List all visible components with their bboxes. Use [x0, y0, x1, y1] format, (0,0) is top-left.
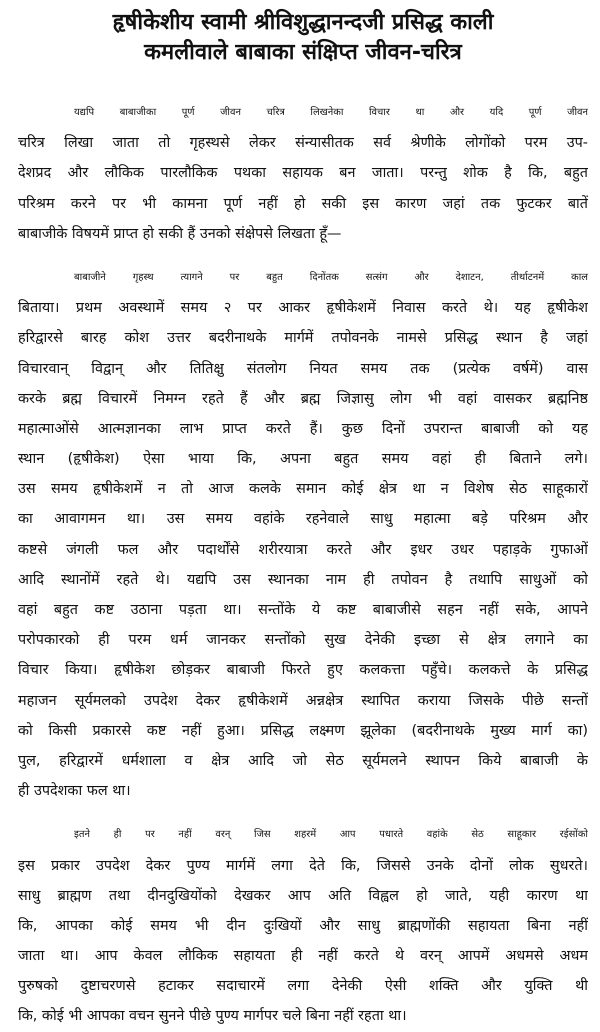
paragraph [18, 98, 588, 249]
text-line: कि, आपका कोई समय भी दीन दुःखियों और साधु ब्राह्मणोंकी सहायता बिना नहीं [18, 917, 588, 934]
text-line: परिश्रम करने पर भी कामना पूर्ण नहीं हो सकी इस कारण जहां तक फुटकर बातें [18, 195, 588, 212]
title-line-2: कमलीवाले बाबाका संक्षिप्त जीवन-चरित्र [144, 40, 462, 65]
text-line: बिताया। प्रथम अवस्थामें समय २ पर आकर हृषीकेशमें निवास करते थे। यह हृषीकेश [18, 300, 588, 317]
text-line: को किसी प्रकारसे कष्ट नहीं हुआ। प्रसिद्ध लक्ष्मण झूलेका (बदरीनाथके मुख्य मार्ग का) [18, 722, 588, 739]
text-line: ही उपदेशका फल था। [18, 783, 131, 800]
text-line: पुरुषको दुष्टाचरणसे हटाकर सदाचारमें लगा देनेकी ऐसी शक्ति और युक्ति थी [18, 978, 588, 995]
text-line: परोपकारको ही परम धर्म जानकर सन्तोंको सुख देनेकी इच्छा से क्षेत्र लगाने का [18, 632, 588, 649]
text-line: स्थान (हृषीकेश) ऐसा भाया कि, अपना बहुत समय वहां ही बिताने लगे। [18, 451, 588, 468]
text-line: महाजन सूर्यमलको उपदेश देकर हृषीकेशमें अन्नक्षेत्र स्थापित कराया जिसके पीछे सन्तों [18, 692, 588, 709]
text-line: यद्यपि बाबाजीका पूर्ण जीवन चरित्र लिखनेका विचार था और यदि पूर्ण जीवन [74, 107, 588, 118]
text-line: विचारवान् विद्वान् और तितिक्षु संतलोग नियत समय तक (प्रत्येक वर्षमें) वास [18, 360, 588, 377]
text-line: विचार किया। हृषीकेश छोड़कर बाबाजी फिरते हुए कलकत्ता पहुँचे। कलकत्ते के प्रसिद्ध [18, 662, 588, 679]
text-line: पुल, हरिद्वारमें धर्मशाला व क्षेत्र आदि जो सेठ सूर्यमलने स्थापन किये बाबाजी के [18, 752, 588, 769]
text-line: कष्टसे जंगली फल और पदार्थोंसे शरीरयात्रा करते और इधर उधर पहाड़के गुफाओं [18, 541, 588, 558]
text-line: साधु ब्राह्मण तथा दीनदुखियोंको देखकर आप अति विह्वल हो जाते, यही कारण था [18, 887, 588, 904]
document-body [18, 98, 588, 1032]
text-line: बाबाजीके विषयमें प्राप्त हो सकी हैं उनको संक्षेपसे लिखता हूँ— [18, 225, 342, 242]
title-line-1: हृषीकेशीय स्वामी श्रीविशुद्धानन्दजी प्रसिद्ध काली [112, 10, 494, 35]
text-line: आदि स्थानोंमें रहते थे। यद्यपि उस स्थानका नाम ही तपोवन है तथापि साधुओं को [18, 571, 588, 588]
text-line: वहां बहुत कष्ट उठाना पड़ता था। सन्तोंके ये कष्ट बाबाजीसे सहन नहीं सके, आपने [18, 602, 588, 618]
paragraph [18, 263, 588, 806]
text-line: बाबाजीने गृहस्थ त्यागने पर बहुत दिनोंतक सत्संग और देशाटन, तीर्थाटनमें काल [74, 271, 588, 283]
text-line: कि, कोई भी आपका वचन सुनने पीछे पुण्य मार्गपर चले बिना नहीं रहता था। [18, 1008, 407, 1025]
text-line: हरिद्वारसे बारह कोश उत्तर बदरीनाथके मार्गमें तपोवनके नामसे प्रसिद्ध स्थान है जहां [18, 330, 588, 347]
text-line: इतने ही पर नहीं वरन् जिस शहरमें आप पधारते वहांके सेठ साहूकार रईसोंको [74, 829, 588, 841]
text-line: चरित्र लिखा जाता तो गृहस्थसे लेकर संन्यासीतक सर्व श्रेणीके लोगोंको परम उप- [18, 135, 588, 152]
document-title [18, 8, 588, 68]
text-line: इस प्रकार उपदेश देकर पुण्य मार्गमें लगा देते कि, जिससे उनके दोनों लोक सुधरते। [18, 857, 588, 874]
text-line: उस समय हृषीकेशमें न तो आज कलके समान कोई क्षेत्र था न विशेष सेठ साहूकारों [18, 481, 588, 498]
text-line: महात्माओंसे आत्मज्ञानका लाभ प्राप्त करते हैं। कुछ दिनों उपरान्त बाबाजी को यह [18, 420, 588, 437]
paragraph [18, 820, 588, 1031]
text-line: का आवागमन था। उस समय वहांके रहनेवाले साधु महात्मा बड़े परिश्रम और [18, 511, 588, 528]
text-line: जाता था। आप केवल लौकिक सहायता ही नहीं करते थे वरन् आपमें अधमसे अधम [18, 948, 588, 965]
text-line: करके ब्रह्म विचारमें निमग्न रहते हैं और ब्रह्म जिज्ञासु लोग भी वहां वासकर ब्रह्मनिष्ठ [18, 390, 588, 407]
text-line: देशप्रद और लौकिक पारलौकिक पथका सहायक बन जाता। परन्तु शोक है कि, बहुत [18, 165, 588, 182]
